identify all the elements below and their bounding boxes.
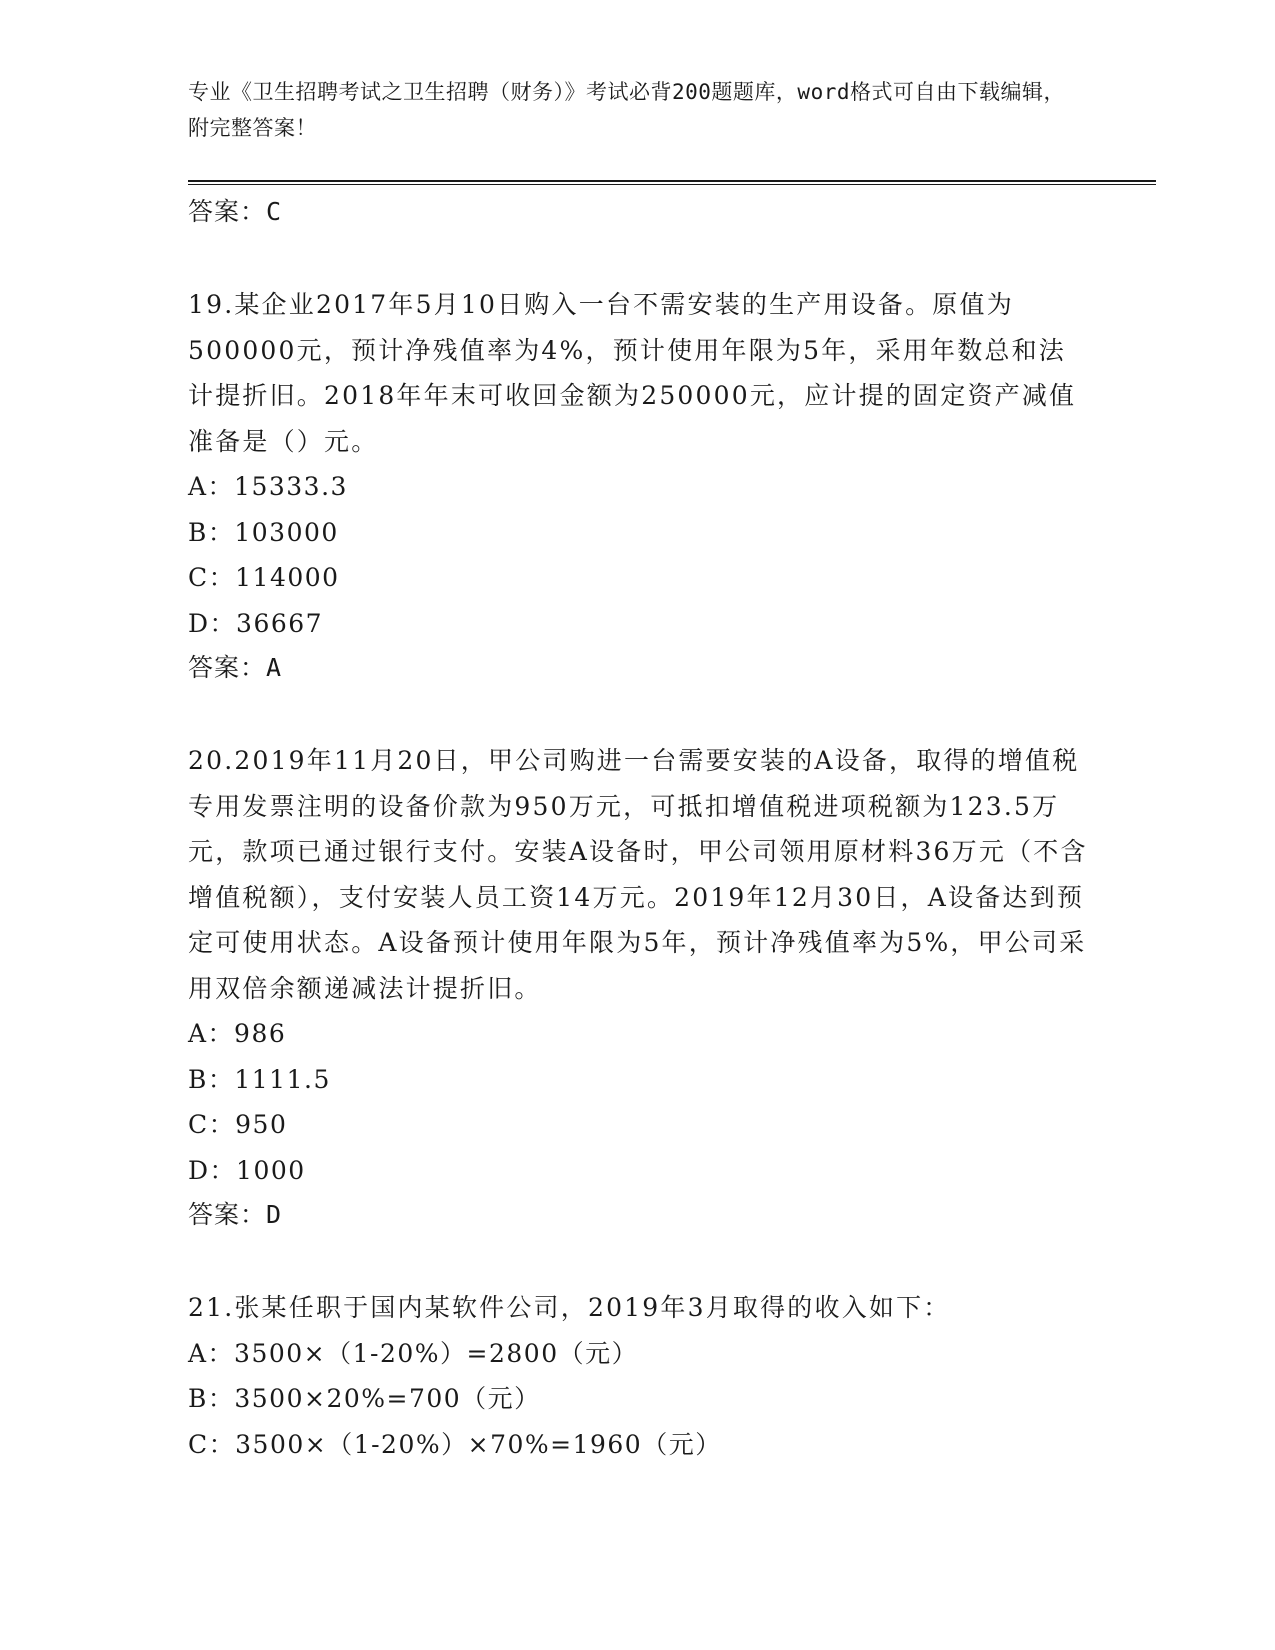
question-21 (188, 1285, 1088, 1467)
option-c: C：3500×（1-20%）×70%=1960（元） (188, 1429, 722, 1459)
question-19 (188, 282, 1088, 690)
question-list (188, 190, 1088, 1467)
answer-label: 答案：D (188, 1200, 283, 1229)
option-a: A：3500×（1-20%）=2800（元） (188, 1338, 639, 1368)
option-c: C：114000 (188, 563, 340, 592)
question-text: 20.2019年11月20日，甲公司购进一台需要安装的A设备，取得的增值税专用发票注明的设备价款为950万元，可抵扣增值税进项税额为123.5万元，款项已通过银行支付。安装A设备时，甲公司领用原材料36万元（不含增值税额），支付安装人员工资14万元。2019年12月30日，A设备达到预定可使用状态。A设备预计使用年限为5年，预计净残值率为5%，甲公司采用双倍余额递减法计提折旧。 (188, 746, 1088, 1003)
option-b: B：1111.5 (188, 1064, 331, 1094)
option-b: B：103000 (188, 517, 339, 547)
option-c: C：950 (188, 1110, 288, 1139)
option-d: D：1000 (188, 1155, 306, 1185)
option-a: A：15333.3 (188, 472, 348, 501)
option-b: B：3500×20%=700（元） (188, 1384, 541, 1413)
option-d: D：36667 (188, 608, 324, 638)
question-text: 21.张某任职于国内某软件公司，2019年3月取得的收入如下： (188, 1293, 951, 1322)
document-header: 专业《卫生招聘考试之卫生招聘（财务）》考试必背200题题库，word格式可自由下载编辑，附完整答案！ (188, 80, 1065, 140)
header-divider-thick (188, 180, 1156, 182)
option-a: A：986 (188, 1019, 287, 1048)
header-divider-thin (188, 184, 1156, 185)
question-text: 19.某企业2017年5月10日购入一台不需安装的生产用设备。原值为500000元，预计净残值率为4%，预计使用年限为5年，采用年数总和法计提折旧。2018年年末可收回金额为250000元，应计提的固定资产减值准备是（）元。 (188, 290, 1077, 456)
question-20 (188, 738, 1088, 1237)
answer-label: 答案：A (188, 653, 283, 682)
answer-label: 答案：C (188, 197, 283, 226)
